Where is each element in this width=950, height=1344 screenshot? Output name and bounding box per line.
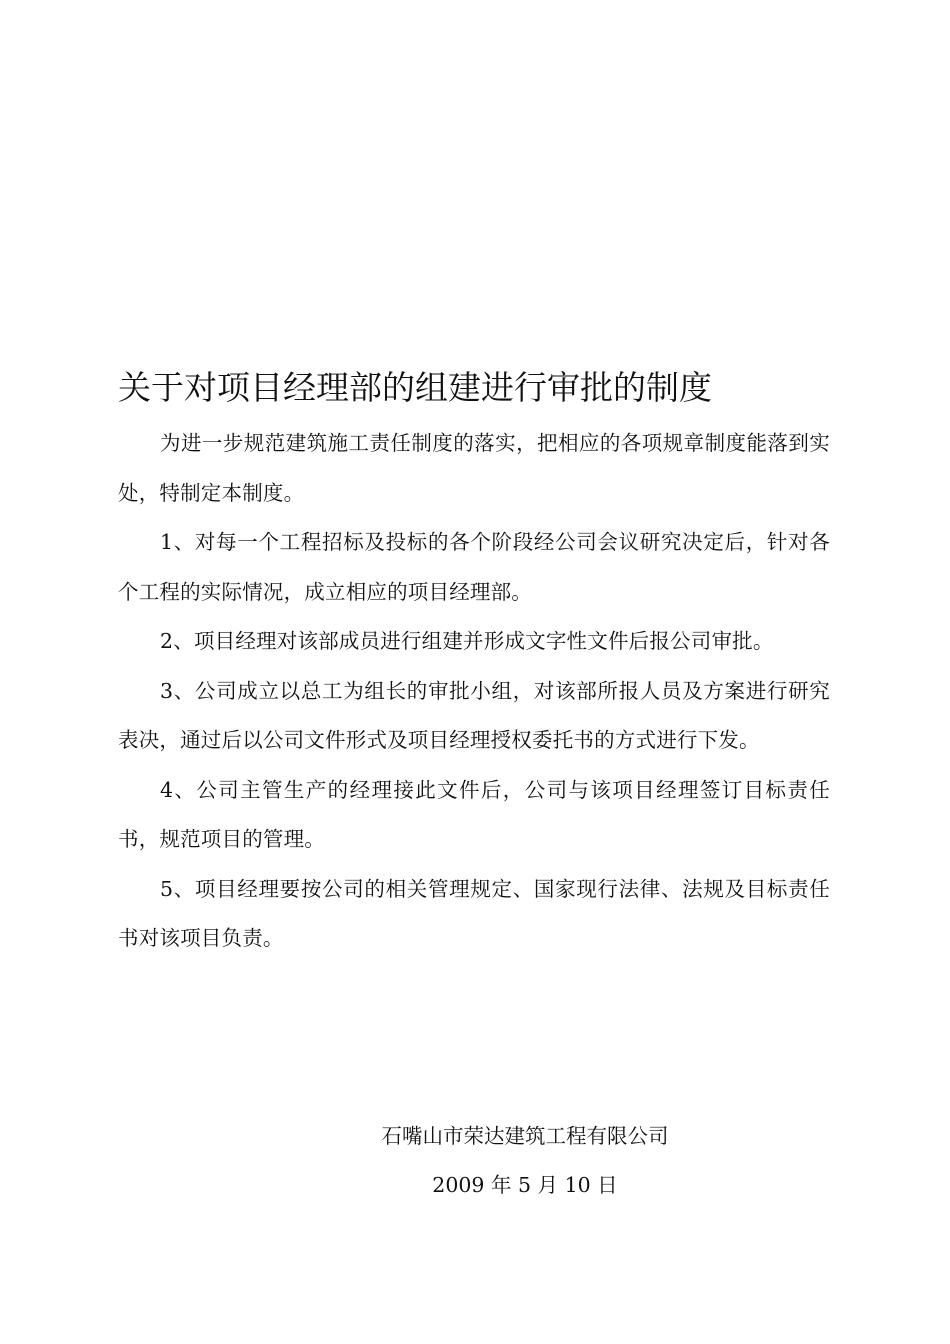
document-title: 关于对项目经理部的组建进行审批的制度 xyxy=(118,368,712,407)
paragraph-item-5: 5、项目经理要按公司的相关管理规定、国家现行法律、法规及目标责任书对该项目负责。 xyxy=(118,876,830,950)
paragraph-intro: 为进一步规范建筑施工责任制度的落实，把相应的各项规章制度能落到实处，特制定本制度。 xyxy=(118,431,830,505)
signature-date: 2009 年 5 月 10 日 xyxy=(432,1173,618,1197)
paragraph-item-3: 3、公司成立以总工为组长的审批小组，对该部所报人员及方案进行研究表决，通过后以公司文件形式及项目经理授权委托书的方式进行下发。 xyxy=(118,678,830,752)
signature-company: 石嘴山市荣达建筑工程有限公司 xyxy=(381,1124,669,1148)
paragraph-item-2: 2、项目经理对该部成员进行组建并形成文字性文件后报公司审批。 xyxy=(160,629,774,653)
paragraph-item-4: 4、公司主管生产的经理接此文件后，公司与该项目经理签订目标责任书，规范项目的管理。 xyxy=(118,777,830,851)
document-body xyxy=(118,419,830,964)
paragraph-item-1: 1、对每一个工程招标及投标的各个阶段经公司会议研究决定后，针对各个工程的实际情况，成立相应的项目经理部。 xyxy=(118,530,830,604)
